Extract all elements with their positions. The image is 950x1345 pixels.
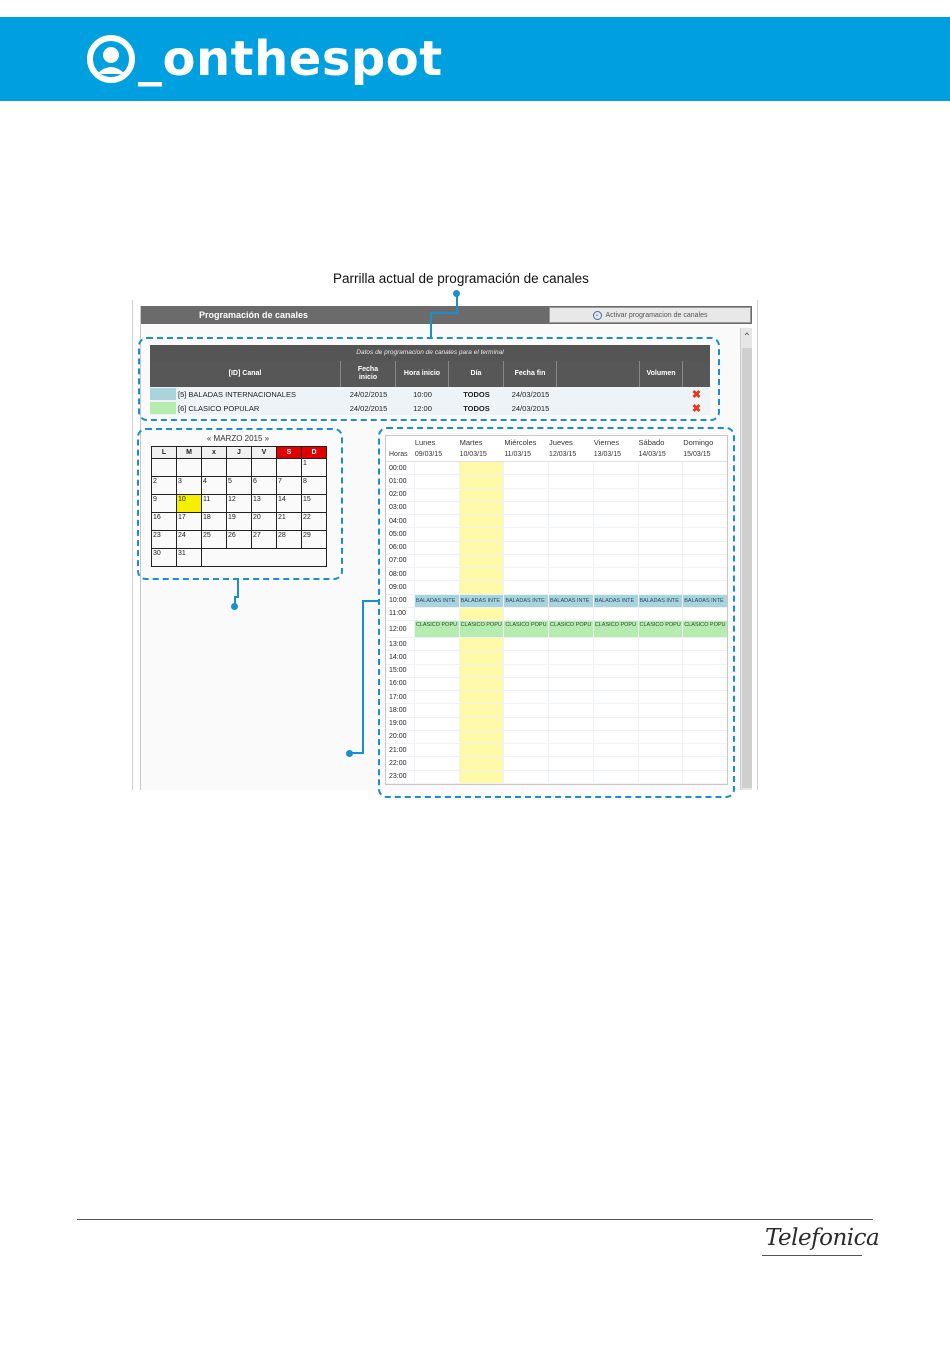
calendar-day[interactable]: 15	[302, 495, 327, 513]
hour-label: 17:00	[389, 693, 407, 701]
col-fecha-inicio: Fecha inicio	[341, 361, 396, 387]
hour-label: 06:00	[389, 544, 407, 552]
cell-fecha-fin: 24/03/2015	[511, 403, 550, 413]
calendar-day[interactable]: 18	[202, 513, 227, 531]
calendar-day[interactable]: 22	[302, 513, 327, 531]
calendar-day[interactable]: 6	[252, 477, 277, 495]
col-volumen: Volumen	[640, 361, 683, 387]
calendar-day[interactable]: 28	[277, 531, 302, 549]
schedule-slot[interactable]: BALADAS INTE	[414, 595, 459, 607]
calendar-title[interactable]: « MARZO 2015 »	[206, 434, 270, 443]
connector-line	[362, 600, 380, 602]
calendar-day[interactable]: 2	[152, 477, 177, 495]
schedule-slot[interactable]: CLASICO POPU	[459, 621, 504, 637]
col-hora-inicio: Hora inicio	[396, 361, 449, 387]
calendar-day[interactable]: 17	[177, 513, 202, 531]
day-name: Domingo	[683, 437, 714, 447]
hour-label: 11:00	[389, 610, 406, 618]
hour-label: 01:00	[389, 477, 407, 485]
hour-label: 04:00	[389, 517, 407, 525]
user-icon	[86, 34, 136, 84]
calendar-day[interactable]: 24	[177, 531, 202, 549]
calendar-day[interactable]: 11	[202, 495, 227, 513]
hour-label: 05:00	[389, 530, 407, 538]
day-name: Viernes	[593, 437, 620, 447]
cell-dia: TODOS	[463, 403, 490, 413]
highlight-calendar	[137, 428, 343, 580]
day-name: Jueves	[549, 437, 573, 447]
schedule-slot[interactable]: CLASICO POPU	[548, 621, 593, 637]
hour-label: 08:00	[389, 570, 407, 578]
calendar-weekday: J	[227, 447, 252, 459]
channels-table-title: Datos de programacion de canales para el terminal	[150, 345, 710, 361]
hour-label: 16:00	[389, 680, 407, 688]
delete-icon[interactable]: ✖	[691, 388, 702, 401]
channel-name: [6] CLASICO POPULAR	[178, 403, 260, 413]
day-name: Lunes	[414, 437, 436, 447]
calendar-weekday: D	[302, 447, 327, 459]
calendar-weekday: S	[277, 447, 302, 459]
col-canal: [ID] Canal	[150, 361, 341, 387]
hour-label: 21:00	[389, 746, 407, 754]
connector-line	[430, 312, 458, 314]
callout-parrilla-actual: Parrilla actual de programación de canales	[333, 271, 589, 286]
hour-label: 18:00	[389, 706, 407, 714]
calendar-day[interactable]: 20	[252, 513, 277, 531]
calendar-day[interactable]: 19	[227, 513, 252, 531]
calendar-day[interactable]: 30	[152, 549, 177, 567]
hour-label: 23:00	[389, 773, 407, 781]
day-name: Martes	[459, 437, 483, 447]
calendar-weekday: M	[177, 447, 202, 459]
calendar-day[interactable]: 31	[177, 549, 202, 567]
day-date: 12/03/15	[549, 451, 577, 458]
hour-label: 10:00	[389, 597, 407, 605]
cell-fecha-fin: 24/03/2015	[511, 389, 550, 399]
hour-label: 02:00	[389, 491, 407, 499]
schedule-slot[interactable]: BALADAS INTE	[459, 595, 504, 607]
calendar-day[interactable]: 13	[252, 495, 277, 513]
schedule-slot[interactable]: BALADAS INTE	[503, 595, 548, 607]
calendar-day[interactable]: 29	[302, 531, 327, 549]
calendar-day[interactable]: 10	[177, 495, 202, 513]
hour-label: 07:00	[389, 557, 407, 565]
cell-dia: TODOS	[463, 389, 490, 399]
cell-fecha-inicio: 24/02/2015	[349, 403, 388, 413]
calendar-weekday: L	[152, 447, 177, 459]
calendar-day[interactable]: 4	[202, 477, 227, 495]
calendar-day[interactable]: 8	[302, 477, 327, 495]
hour-label: 20:00	[389, 733, 407, 741]
day-date: 10/03/15	[459, 451, 487, 458]
hour-label: 19:00	[389, 720, 407, 728]
day-name: Sábado	[638, 437, 665, 447]
schedule-slot[interactable]: BALADAS INTE	[548, 595, 593, 607]
day-date: 09/03/15	[414, 451, 443, 458]
hour-label: 22:00	[389, 759, 407, 767]
calendar-weekday: x	[202, 447, 227, 459]
day-date: 15/03/15	[683, 451, 711, 458]
calendar-day[interactable]: 12	[227, 495, 252, 513]
day-date: 11/03/15	[504, 451, 532, 458]
schedule-slot[interactable]: CLASICO POPU	[593, 621, 638, 637]
hour-label: 12:00	[389, 625, 407, 633]
calendar-day[interactable]: 3	[177, 477, 202, 495]
schedule-slot[interactable]: BALADAS INTE	[593, 595, 638, 607]
schedule-slot[interactable]: CLASICO POPU	[682, 621, 727, 637]
calendar-day[interactable]: 9	[152, 495, 177, 513]
delete-icon[interactable]: ✖	[691, 402, 702, 415]
calendar-day[interactable]: 1	[302, 459, 327, 477]
panel-title: Programación de canales	[199, 310, 309, 320]
day-date: 14/03/15	[638, 451, 666, 458]
scrollbar[interactable]	[740, 328, 752, 790]
activate-programming-button[interactable]	[549, 307, 751, 323]
col-dia: Día	[449, 361, 504, 387]
day-date: 13/03/15	[593, 451, 622, 458]
calendar-day[interactable]: 23	[152, 531, 177, 549]
channel-name: [5] BALADAS INTERNACIONALES	[178, 389, 296, 399]
connector-dot	[231, 603, 238, 610]
telefonica-logo-underline	[762, 1255, 862, 1256]
schedule-slot[interactable]: BALADAS INTE	[682, 595, 727, 607]
calendar-day[interactable]: 7	[277, 477, 302, 495]
highlight-channels-table	[138, 337, 720, 421]
telefonica-logo: Telefonica	[765, 1225, 880, 1251]
schedule-slot[interactable]: CLASICO POPU	[638, 621, 683, 637]
col-fecha-fin: Fecha fin	[504, 361, 557, 387]
connector-line	[362, 600, 364, 754]
cell-fecha-inicio: 24/02/2015	[349, 389, 388, 399]
calendar-day[interactable]: 25	[202, 531, 227, 549]
scroll-thumb[interactable]	[742, 348, 752, 788]
hour-label: 09:00	[389, 583, 407, 591]
hour-label: 03:00	[389, 504, 407, 512]
calendar-weekday: V	[252, 447, 277, 459]
chevron-down-icon: ⌄	[594, 311, 600, 318]
calendar-day[interactable]: 14	[277, 495, 302, 513]
cell-hora-inicio: 12:00	[413, 403, 432, 413]
hours-label: Horas	[389, 451, 408, 458]
calendar-day[interactable]: 26	[227, 531, 252, 549]
hour-label: 13:00	[389, 640, 407, 648]
footer-divider	[77, 1219, 873, 1220]
calendar-day[interactable]: 5	[227, 477, 252, 495]
schedule-slot[interactable]: CLASICO POPU	[414, 621, 459, 637]
connector-line	[456, 293, 458, 313]
connector-line	[430, 312, 432, 338]
hour-label: 14:00	[389, 653, 407, 661]
cell-hora-inicio: 10:00	[413, 389, 432, 399]
activate-button-label: Activar programacion de canales	[605, 311, 708, 319]
hour-label: 00:00	[389, 464, 407, 472]
schedule-slot[interactable]: BALADAS INTE	[638, 595, 683, 607]
brand-name: _onthespot	[138, 31, 443, 87]
schedule-slot[interactable]: CLASICO POPU	[503, 621, 548, 637]
calendar-day[interactable]: 21	[277, 513, 302, 531]
day-name: Miércoles	[504, 437, 537, 447]
calendar-day[interactable]: 16	[152, 513, 177, 531]
scroll-up-icon[interactable]: ⌃	[742, 332, 752, 343]
highlight-week-grid	[378, 427, 735, 798]
brand-logo	[86, 31, 443, 87]
calendar-day[interactable]: 27	[252, 531, 277, 549]
header-banner	[0, 17, 950, 101]
hour-label: 15:00	[389, 667, 407, 675]
